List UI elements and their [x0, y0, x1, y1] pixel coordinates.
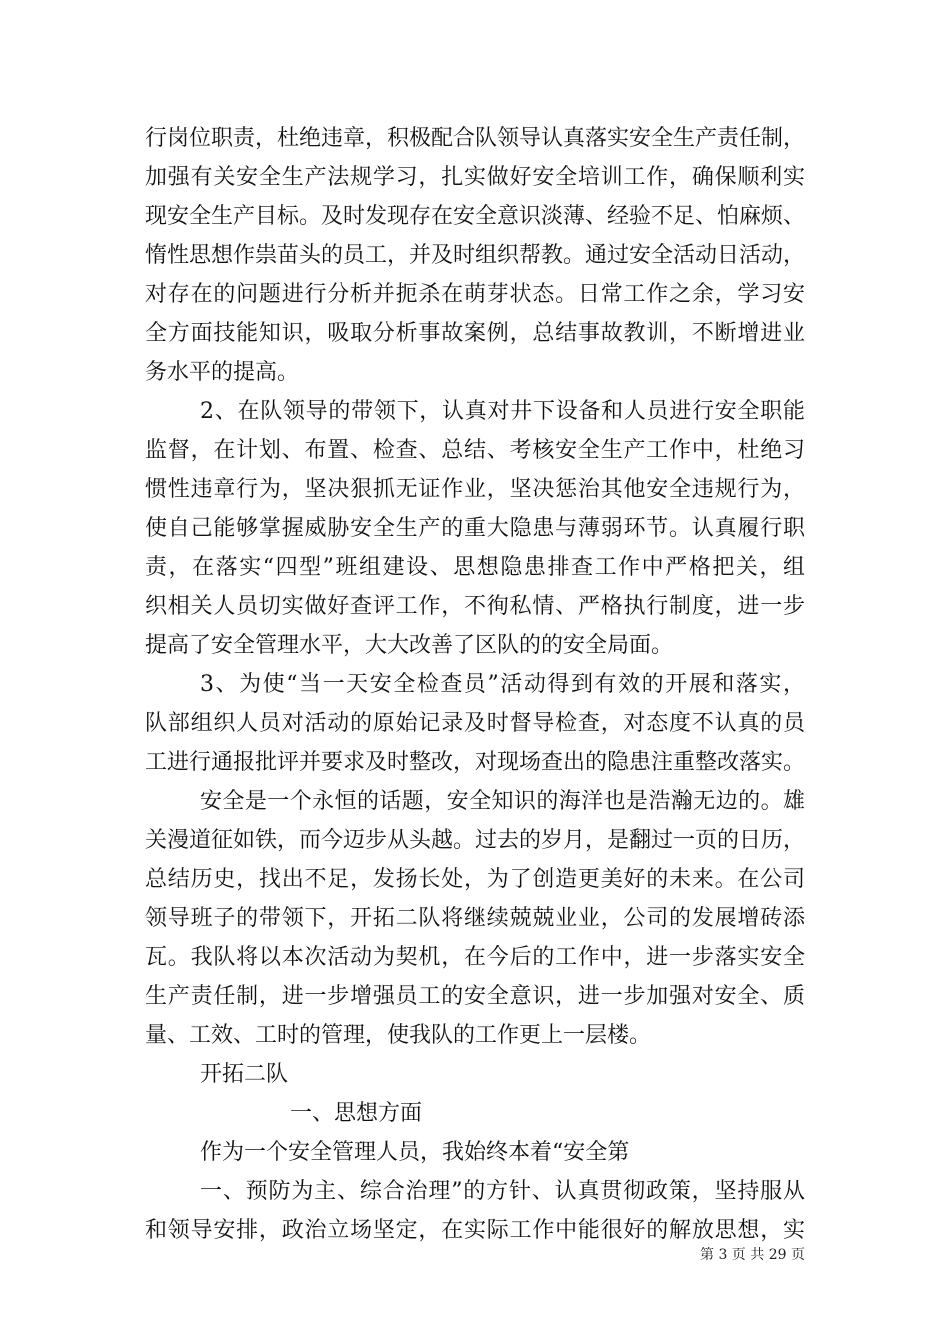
text-line: 加强有关安全生产法规学习，扎实做好安全培训工作，确保顺利实 [145, 165, 805, 190]
text-line: 总结历史，找出不足，发扬长处，为了创造更美好的未来。在公司 [145, 867, 805, 892]
text-line: 监督，在计划、布置、检查、总结、考核安全生产工作中，杜绝习 [145, 438, 805, 463]
text-line: 一、预防为主、综合治理”的方针、认真贯彻政策，坚持服从 [200, 1179, 805, 1204]
text-line: 织相关人员切实做好查评工作，不徇私情、严格执行制度，进一步 [145, 594, 805, 619]
paragraph-start-line: 作为一个安全管理人员，我始终本着“安全第 [200, 1140, 630, 1165]
paragraph-start-line: 安全是一个永恒的话题，安全知识的海洋也是浩瀚无边的。雄 [200, 789, 805, 814]
section-heading: 一、思想方面 [290, 1101, 423, 1126]
text-line: 使自己能够掌握威胁安全生产的重大隐患与薄弱环节。认真履行职 [145, 516, 805, 541]
page-number-footer: 第 3 页 共 29 页 [700, 1247, 805, 1263]
text-line: 和领导安排，政治立场坚定，在实际工作中能很好的解放思想，实 [145, 1218, 805, 1243]
text-line: 惰性思想作祟苗头的员工，并及时组织帮教。通过安全活动日活动， [145, 243, 806, 268]
text-line: 全方面技能知识，吸取分析事故案例，总结事故教训，不断增进业 [145, 321, 805, 346]
text-line: 量、工效、工时的管理，使我队的工作更上一层楼。 [145, 1023, 652, 1048]
text-line: 瓦。我队将以本次活动为契机，在今后的工作中，进一步落实安全 [145, 945, 805, 970]
text-line: 工进行通报批评并要求及时整改，对现场查出的隐患注重整改落实。 [145, 750, 806, 775]
text-line: 现安全生产目标。及时发现存在安全意识淡薄、经验不足、怕麻烦、 [145, 204, 806, 229]
paragraph-start-line: 2、在队领导的带领下，认真对井下设备和人员进行安全职能 [200, 399, 805, 424]
text-line: 领导班子的带领下，开拓二队将继续兢兢业业，公司的发展增砖添 [145, 906, 805, 931]
signature-line: 开拓二队 [200, 1062, 289, 1087]
text-line: 惯性违章行为，坚决狠抓无证作业，坚决惩治其他安全违规行为， [145, 477, 805, 502]
paragraph-start-line: 3、为使“当一天安全检查员”活动得到有效的开展和落实， [200, 672, 805, 697]
text-line: 行岗位职责，杜绝违章，积极配合队领导认真落实安全生产责任制， [145, 126, 806, 151]
text-line: 队部组织人员对活动的原始记录及时督导检查，对态度不认真的员 [145, 711, 805, 736]
text-line: 务水平的提高。 [145, 360, 300, 385]
text-line: 提高了安全管理水平，大大改善了区队的的安全局面。 [145, 633, 674, 658]
text-line: 对存在的问题进行分析并扼杀在萌芽状态。日常工作之余，学习安 [145, 282, 805, 307]
text-line: 关漫道征如铁，而今迈步从头越。过去的岁月，是翻过一页的日历， [145, 828, 806, 853]
text-line: 责，在落实“四型”班组建设、思想隐患排查工作中严格把关，组 [145, 555, 805, 580]
text-line: 生产责任制，进一步增强员工的安全意识，进一步加强对安全、质 [145, 984, 805, 1009]
